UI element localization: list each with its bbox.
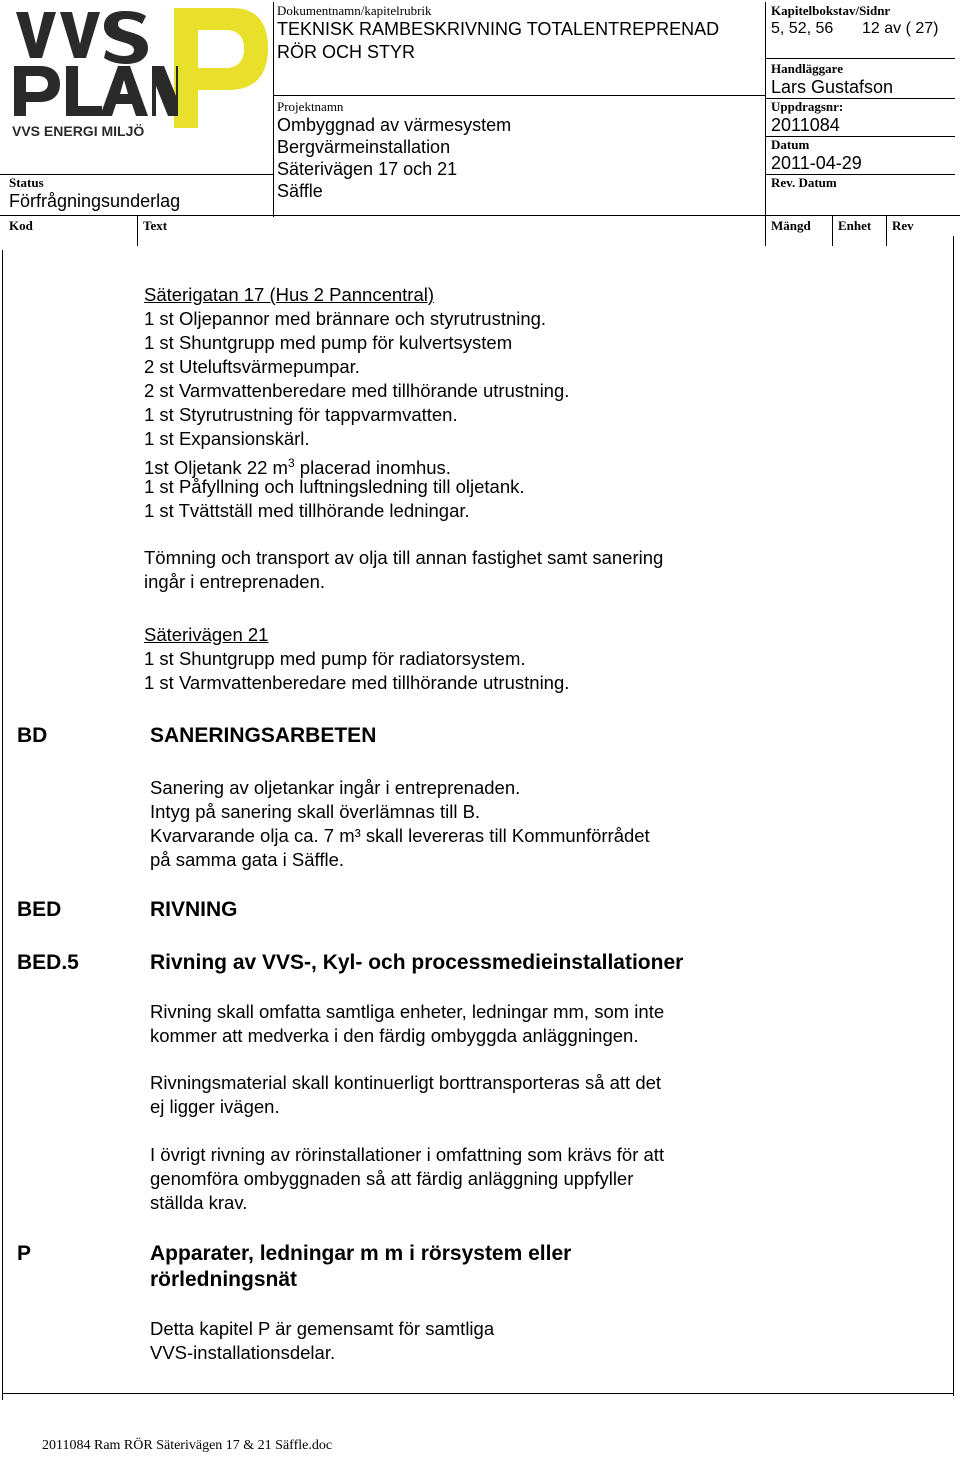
bed5-para3-line: I övrigt rivning av rörinstallationer i omfattning som krävs för att [150, 1144, 665, 1165]
equipment-item: 1 st Tvättställ med tillhörande ledningar. [144, 500, 470, 521]
bed5-para3-line: ställda krav. [150, 1192, 248, 1213]
oil-tank-text-end: placerad inomhus. [294, 457, 451, 479]
equipment-item: 1 st Oljepannor med brännare och styrutrustning. [144, 308, 547, 329]
page-number: 12 av ( 27) [862, 20, 939, 37]
project-label: Projektnamn [277, 99, 344, 114]
bed5-para1-line: Rivning skall omfatta samtliga enheter, ledningar mm, som inte [150, 1001, 665, 1022]
equipment-item: 1 st Shuntgrupp med pump för kulvertsystem [144, 332, 513, 353]
column-enhet: Enhet [838, 218, 872, 233]
bd-text-line: Sanering av oljetankar ingår i entreprenaden. [150, 777, 521, 798]
column-kod: Kod [9, 218, 33, 233]
equipment-item: 1 st Shuntgrupp med pump för radiatorsystem. [144, 648, 526, 669]
column-divider [886, 216, 887, 246]
code-bed5: BED.5 [17, 951, 79, 974]
date-value: 2011-04-29 [771, 153, 862, 173]
header-divider [765, 58, 955, 59]
equipment-item: 1 st Expansionskärl. [144, 428, 310, 449]
heading-apparater-line: rörledningsnät [150, 1268, 298, 1291]
column-divider [137, 216, 138, 246]
chapter-label: Kapitelbokstav/Sidnr [771, 3, 891, 18]
chapter-value: 5, 52, 56 [771, 20, 834, 37]
vvs-plan-logo [6, 4, 272, 172]
assignment-label: Uppdragsnr: [771, 99, 844, 114]
body-frame-bottom [2, 1393, 954, 1394]
bd-text-line: på samma gata i Säffle. [150, 849, 345, 870]
section-heading-saterivagen: Säterivägen 21 [144, 624, 269, 645]
bed5-para1-line: kommer att medverka i den färdig ombyggda anläggningen. [150, 1025, 639, 1046]
code-bed: BED [17, 898, 62, 921]
column-rev: Rev [892, 218, 914, 233]
handler-label: Handläggare [771, 61, 843, 76]
logo-graphic [6, 4, 272, 172]
footer-filename: 2011084 Ram RÖR Säterivägen 17 & 21 Säffle.doc [42, 1438, 333, 1453]
project-line: Bergvärmeinstallation [277, 137, 451, 157]
header-divider [273, 2, 274, 217]
equipment-item: 1 st Påfyllning och luftningsledning till oljetank. [144, 476, 525, 497]
handler-value: Lars Gustafson [771, 77, 894, 97]
bd-text-line: Intyg på sanering skall överlämnas till B. [150, 801, 481, 822]
heading-rivning-vvs: Rivning av VVS-, Kyl- och processmedieinstallationer [150, 951, 684, 974]
equipment-item: 1 st Styrutrustning för tappvarmvatten. [144, 404, 458, 425]
document-title-line2: RÖR OCH STYR [277, 42, 416, 62]
column-divider [832, 216, 833, 246]
p-text-line: VVS-installationsdelar. [150, 1342, 336, 1363]
project-line: Säterivägen 17 och 21 [277, 159, 458, 179]
project-line: Ombyggnad av värmesystem [277, 115, 512, 135]
bed5-para3-line: genomföra ombyggnaden så att färdig anläggning uppfyller [150, 1168, 634, 1189]
bd-text-line: Kvarvarande olja ca. 7 m³ skall levereras till Kommunförrådet [150, 825, 650, 846]
status-label: Status [9, 175, 44, 190]
oil-tank-text: 1st Oljetank 22 m [144, 457, 288, 479]
emptying-text-line: ingår i entreprenaden. [144, 571, 326, 592]
column-text: Text [143, 218, 168, 233]
rev-date-label: Rev. Datum [771, 175, 837, 190]
logo-subtitle: VVS ENERGI MILJÖ [12, 123, 145, 139]
emptying-text-line: Tömning och transport av olja till annan fastighet samt sanering [144, 547, 664, 568]
body-frame-right [953, 236, 954, 1396]
header-divider [765, 2, 766, 217]
date-label: Datum [771, 137, 810, 152]
code-p: P [17, 1242, 32, 1265]
heading-saneringsarbeten: SANERINGSARBETEN [150, 724, 377, 747]
bed5-para2-line: Rivningsmaterial skall kontinuerligt borttransporteras så att det [150, 1072, 662, 1093]
oil-tank-superscript: 3 [287, 456, 295, 470]
document-title-line1: TEKNISK RAMBESKRIVNING TOTALENTREPRENAD [277, 19, 720, 39]
project-line: Säffle [277, 181, 323, 201]
column-mangd: Mängd [771, 218, 811, 233]
body-frame-left [2, 250, 3, 1400]
assignment-value: 2011084 [771, 115, 840, 135]
header-divider [0, 215, 960, 216]
column-divider [765, 216, 766, 246]
code-bd: BD [17, 724, 48, 747]
bed5-para2-line: ej ligger ivägen. [150, 1096, 280, 1117]
p-text-line: Detta kapitel P är gemensamt för samtliga [150, 1318, 495, 1339]
document-name-label: Dokumentnamn/kapitelrubrik [277, 3, 432, 18]
equipment-item: 2 st Varmvattenberedare med tillhörande utrustning. [144, 380, 570, 401]
status-value: Förfrågningsunderlag [9, 191, 181, 211]
equipment-item: 1 st Varmvattenberedare med tillhörande utrustning. [144, 672, 570, 693]
header-divider [273, 95, 765, 96]
equipment-item: 2 st Uteluftsvärmepumpar. [144, 356, 360, 377]
section-heading-saterigatan: Säterigatan 17 (Hus 2 Panncentral) [144, 284, 435, 305]
heading-apparater-line: Apparater, ledningar m m i rörsystem eller [150, 1242, 572, 1265]
heading-rivning: RIVNING [150, 898, 238, 921]
